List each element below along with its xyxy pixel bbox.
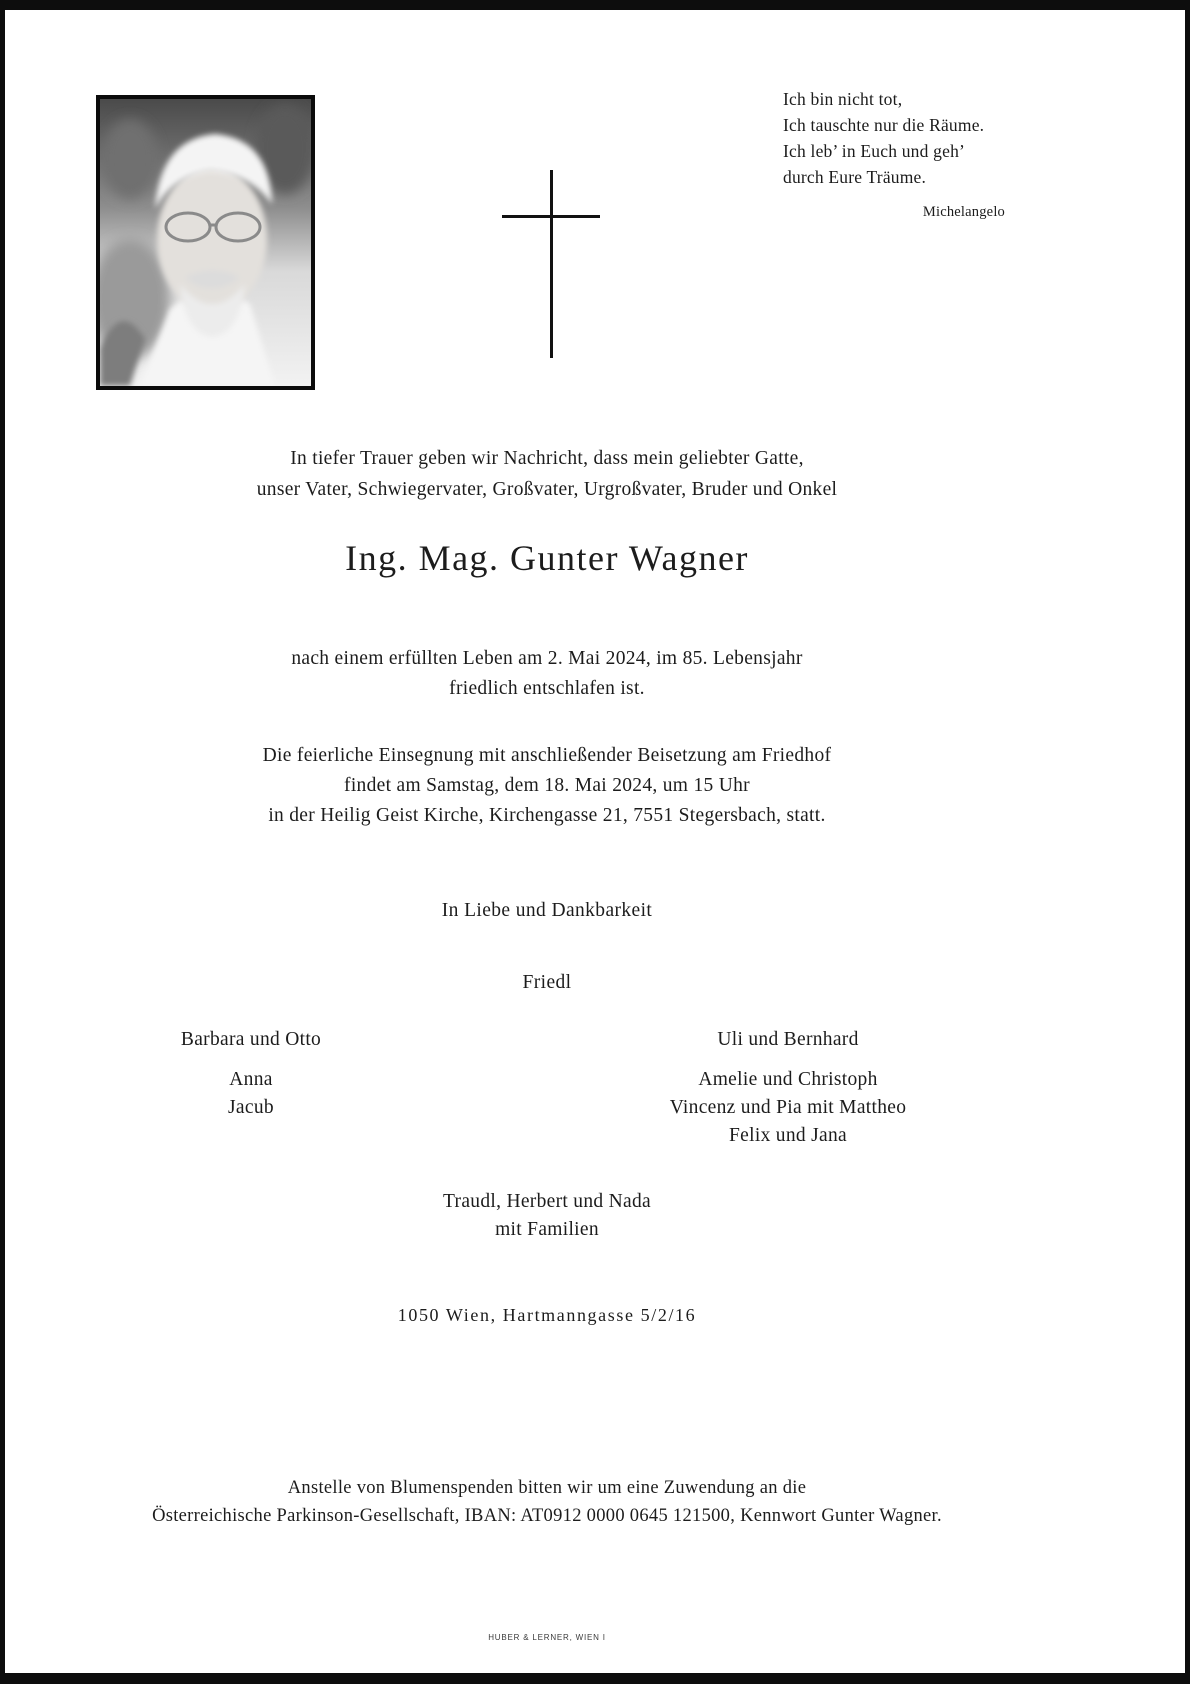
- closing-phrase: In Liebe und Dankbarkeit: [441, 900, 653, 921]
- announcement-line: unser Vater, Schwiegervater, Großvater, Urgroßvater, Bruder und Onkel: [256, 479, 838, 500]
- printer-credit: HUBER & LERNER, WIEN I: [488, 1633, 606, 1642]
- cross-horizontal-bar: [502, 215, 600, 218]
- passing-line: nach einem erfüllten Leben am 2. Mai 2024, im 85. Lebensjahr: [291, 648, 803, 669]
- cross-vertical-bar: [550, 170, 553, 358]
- portrait-photo: [96, 95, 315, 390]
- poem-line: Ich bin nicht tot,: [783, 89, 903, 109]
- service-info: [0, 741, 1094, 831]
- poem-line: durch Eure Träume.: [783, 167, 927, 187]
- announcement: [0, 443, 1094, 505]
- service-line: Die feierliche Einsegnung mit anschließender Beisetzung am Friedhof: [262, 745, 832, 766]
- mourner-name: Vincenz und Pia mit Mattheo: [669, 1097, 907, 1118]
- donation-note: [0, 1474, 1094, 1530]
- mourner-children: [96, 1066, 406, 1122]
- announcement-line: In tiefer Trauer geben wir Nachricht, dass mein geliebter Gatte,: [290, 448, 804, 469]
- mourners-family: [0, 1188, 1094, 1244]
- mourners-left-column: [96, 1026, 406, 1122]
- poem-attribution: Michelangelo: [922, 204, 1005, 220]
- address: 1050 Wien, Hartmanngasse 5/2/16: [397, 1305, 697, 1325]
- mourner-name: Barbara und Otto: [180, 1029, 322, 1050]
- mourner-name: Amelie und Christoph: [698, 1069, 878, 1090]
- donation-line: Anstelle von Blumenspenden bitten wir um eine Zuwendung an die: [287, 1478, 807, 1498]
- mourner-name: Anna: [229, 1069, 273, 1090]
- service-line: findet am Samstag, dem 18. Mai 2024, um 15 Uhr: [344, 775, 750, 796]
- mourner-name: Jacub: [228, 1097, 274, 1118]
- donation-line: Österreichische Parkinson-Gesellschaft, IBAN: AT0912 0000 0645 121500, Kennwort Gunter Wagner.: [152, 1506, 942, 1526]
- mourner-name: Felix und Jana: [729, 1125, 847, 1146]
- mourner-children: [630, 1066, 946, 1150]
- passing-line: friedlich entschlafen ist.: [449, 678, 645, 699]
- deceased-name: Ing. Mag. Gunter Wagner: [345, 538, 749, 578]
- passing-info: [0, 644, 1094, 704]
- mourner-widow: Friedl: [522, 972, 572, 993]
- portrait-photo-image: [100, 99, 311, 386]
- poem: [783, 86, 1007, 225]
- mourner-name: Traudl, Herbert und Nada: [443, 1191, 651, 1212]
- service-line: in der Heilig Geist Kirche, Kirchengasse 21, 7551 Stegersbach, statt.: [268, 805, 826, 826]
- cross-icon: [502, 170, 600, 358]
- poem-line: Ich tauschte nur die Räume.: [783, 115, 985, 135]
- mourner-name: Uli und Bernhard: [717, 1029, 859, 1050]
- mourner-name: mit Familien: [495, 1219, 599, 1240]
- poem-line: Ich leb’ in Euch und geh’: [783, 141, 966, 161]
- mourners-right-column: [630, 1026, 946, 1150]
